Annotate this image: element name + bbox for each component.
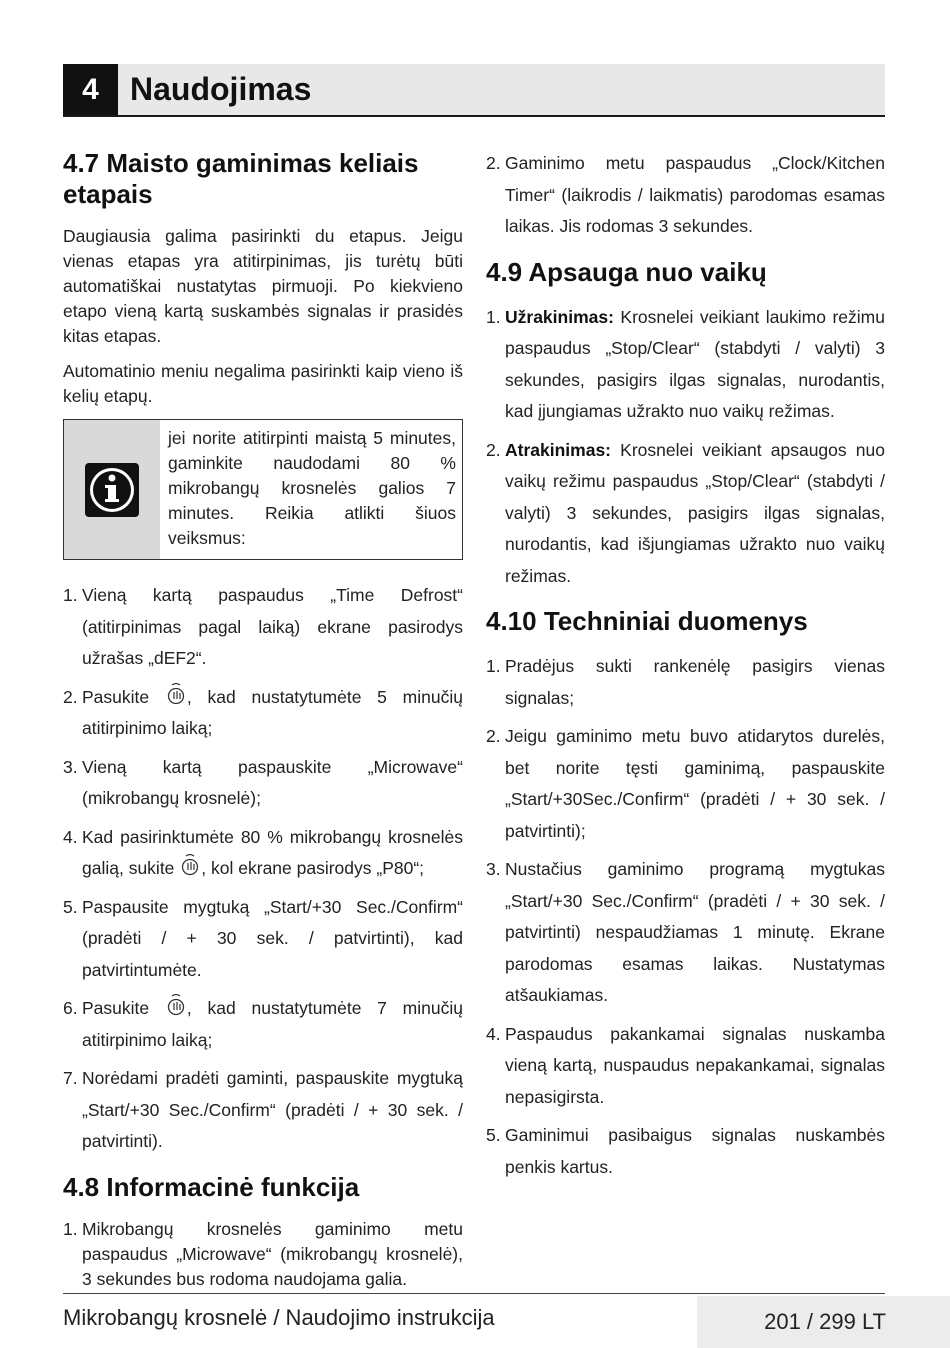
list-item: 1. Pradėjus sukti rankenėlę pasigirs vienas signalas; [486,656,885,708]
rotary-knob-icon [165,683,187,707]
rotary-knob-icon [165,994,187,1018]
list-item: 1. Mikrobangų krosnelės gaminimo metu paspaudus „Microwave“ (mikrobangų krosnelė), 3 sekundes bus rodoma naudojama galia. [63,1218,463,1289]
section-title-4-10: 4.10 Techniniai duomenys [486,606,808,636]
list-item: 1. Vieną kartą paspaudus „Time Defrost“ (atitirpinimas pagal laiką) ekrane pasirodys užrašas „dEF2“. [63,585,463,668]
list-item: 4. Kad pasirinktumėte 80 % mikrobangų krosnelės galią, sukite , kol ekrane pasirodys „P80“; [63,826,463,878]
chapter-number: 4 [63,64,118,115]
section-4-8-items [63,1217,463,1292]
list-item: 1. Užrakinimas: Krosnelei veikiant laukimo režimu paspaudus „Stop/Clear“ (stabdyti / valyti) 3 sekundes, pasigirs ilgas signalas, nurodantis, kad įjungiamas užrakto nuo vaikų režimas. [486,306,885,421]
list-item: 2. Gaminimo metu paspaudus „Clock/Kitchen Timer“ (laikrodis / laikmatis) parodomas esamas laikas. Jis rodomas 3 sekundes. [486,153,885,236]
footer-divider [63,1293,885,1294]
list-item: 2. Jeigu gaminimo metu buvo atidarytos durelės, bet norite tęsti gaminimą, paspauskite „Start/+30Sec./Confirm“ (pradėti / + 30 sek. / patvirtinti); [486,726,885,841]
list-item: 5. Paspausite mygtuką „Start/+30 Sec./Confirm“ (pradėti / + 30 sek. / patvirtinti), kad patvirtintumėte. [63,896,463,980]
section-4-7-paragraph-2: Automatinio meniu negalima pasirinkti kaip vieno iš kelių etapų. [63,361,463,406]
list-item: 3. Vieną kartą paspauskite „Microwave“ (mikrobangų krosnelė); [63,756,463,808]
list-item: 2. Atrakinimas: Krosnelei veikiant apsaugos nuo vaikų režimu paspaudus „Stop/Clear“ (stabdyti / valyti) 3 sekundes, pasigirs ilgas signalas, nurodantis, kad išjungiamas užrakto nuo vaikų režimas. [486,439,885,586]
page-number: 201 / 299 LT [764,1309,886,1334]
section-title-4-9: 4.9 Apsauga nuo vaikų [486,256,767,287]
rotary-knob-icon [179,854,201,878]
left-column [63,148,463,1306]
list-item: 3. Nustačius gaminimo programą mygtukas „Start/+30 Sec./Confirm“ (pradėti / + 30 sek. / patvirtinti) nespaudžiamas 1 minutę. Ekrane parodomas esamas laikas. Nustatymas atšaukiamas. [486,859,885,1005]
info-icon-area [64,420,160,559]
section-title-4-8: 4.8 Informacinė funkcija [63,1171,360,1202]
info-text: jei norite atitirpinti maistą 5 minutes, gaminkite naudodami 80 % mikrobangų krosnelės galios 7 minutes. Reikia atlikti šiuos veiksmus: [168,428,456,548]
footer-document-title: Mikrobangų krosnelė / Naudojimo instrukcija [63,1305,495,1330]
info-icon [83,461,141,519]
list-item: 6. Pasukite , kad nustatytumėte 7 minučių atitirpinimo laiką; [63,993,463,1056]
footer-page-number [697,1296,950,1348]
section-title-4-7: 4.7 Maisto gaminimas keliais etapais [63,148,419,209]
chapter-title: Naudojimas [130,71,312,107]
right-column [486,148,885,1197]
section-4-8-continued [486,148,885,243]
section-4-10-items [486,651,885,1183]
info-box [63,419,463,560]
section-4-9-items [486,302,885,593]
list-item: 2. Pasukite , kad nustatytumėte 5 minučių atitirpinimo laiką; [63,682,463,745]
list-item: 5. Gaminimui pasibaigus signalas nuskambės penkis kartus. [486,1125,885,1177]
section-4-7-steps [63,580,463,1158]
list-item: 7. Norėdami pradėti gaminti, paspauskite mygtuką „Start/+30 Sec./Confirm“ (pradėti / + 30 sek. / patvirtinti). [63,1068,463,1151]
section-4-7-paragraph-1: Daugiausia galima pasirinkti du etapus. Jeigu vienas etapas yra atitirpinimas, jis turėtų būti automatiškai nustatytas pirmuoji. Po kiekvieno etapo vieną kartą suskambės signalas ir prasidės kitas etapas. [63,226,463,346]
chapter-header [63,64,885,117]
list-item: 4. Paspaudus pakankamai signalas nuskamba vieną kartą, nuspaudus nepakankamai, signalas nepasigirsta. [486,1023,885,1107]
